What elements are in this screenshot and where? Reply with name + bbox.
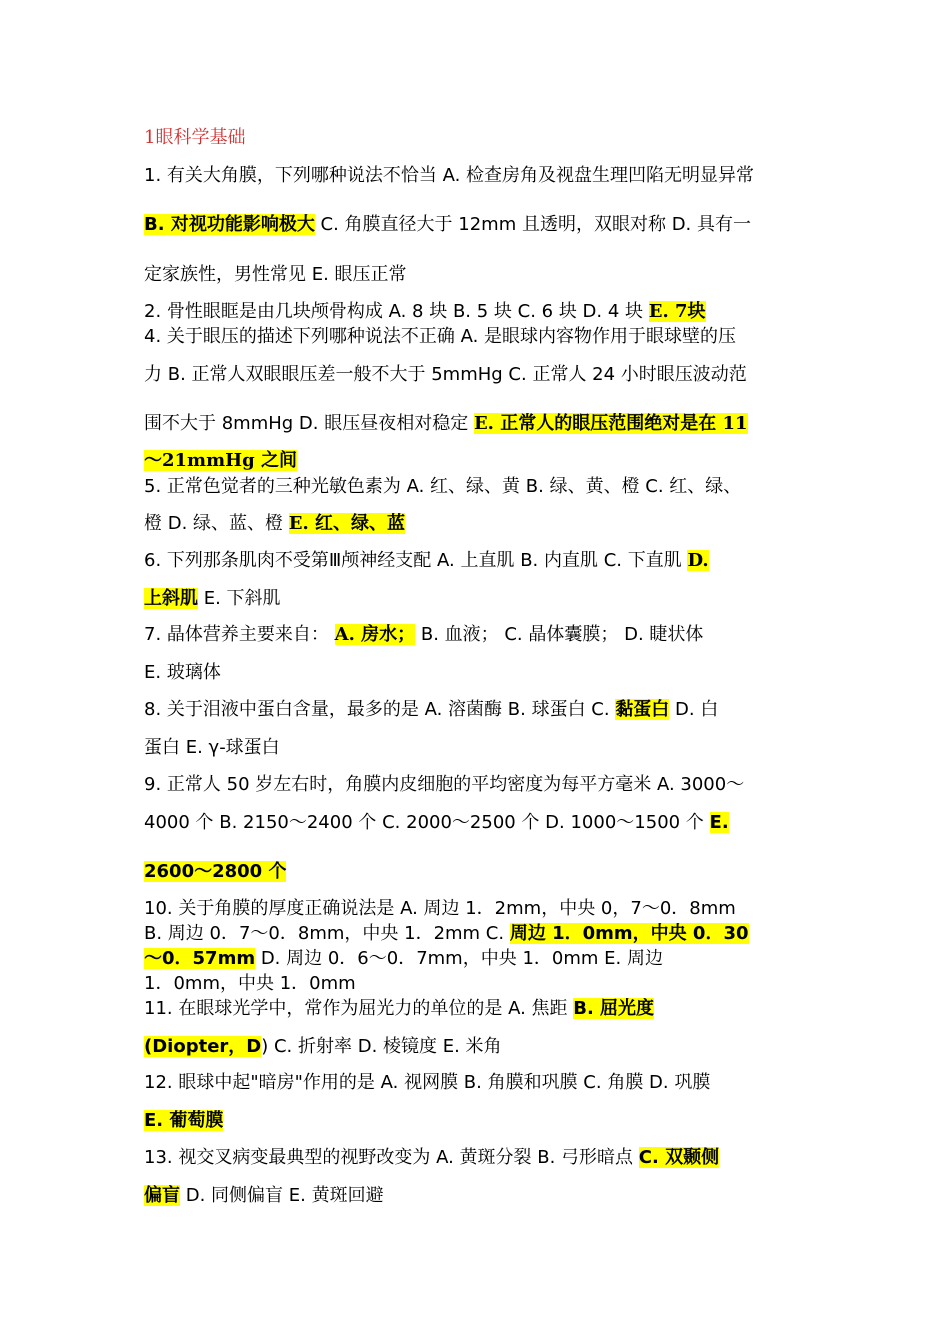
question-4: 4. 关于眼压的描述下列哪种说法不正确 A. 是眼球内容物作用于眼球壁的压 [144, 326, 737, 347]
q6-answer-cont: 上斜肌 [144, 588, 198, 609]
q4-answer: E. 正常人的眼压范围绝对是在 11 [473, 413, 748, 434]
question-12: 12. 眼球中起"暗房"作用的是 A. 视网膜 B. 角膜和巩膜 C. 角膜 D. 巩膜 [144, 1072, 711, 1093]
question-13-line-2: 偏盲 D. 同侧偏盲 E. 黄斑回避 [144, 1185, 384, 1206]
q2-answer: E. 7块 [648, 301, 706, 322]
question-10-line-4: 1．0mm，中央 1．0mm [144, 973, 356, 994]
q10-answer: 周边 1．0mm，中央 0．30 [509, 923, 749, 944]
q10-answer-cont: ～0．57mm [144, 948, 256, 969]
question-13: 13. 视交叉病变最典型的视野改变为 A. 黄斑分裂 B. 弓形暗点 C. 双颞侧 [144, 1147, 720, 1168]
q11-answer-cont: (Diopter，D [144, 1036, 262, 1057]
question-1-line-3: 定家族性，男性常见 E. 眼压正常 [144, 264, 407, 285]
question-5: 5. 正常色觉者的三种光敏色素为 A. 红、绿、黄 B. 绿、黄、橙 C. 红、绿、 [144, 476, 742, 497]
q7-answer: A. 房水； [334, 624, 416, 645]
question-4-line-2: 力 B. 正常人双眼眼压差一般不大于 5mmHg C. 正常人 24 小时眼压波动范 [144, 364, 747, 385]
question-5-line-2: 橙 D. 绿、蓝、橙 E. 红、绿、蓝 [144, 513, 406, 534]
question-4-line-4 [144, 448, 812, 473]
q9-answer-cont: 2600～2800 个 [144, 861, 287, 882]
q9-answer: E. [709, 812, 729, 833]
q8-answer: 黏蛋白 [615, 699, 670, 720]
question-9: 9. 正常人 50 岁左右时，角膜内皮细胞的平均密度为每平方毫米 A. 3000～ [144, 774, 745, 795]
q5-answer: E. 红、绿、蓝 [288, 513, 406, 534]
question-10-line-2: B. 周边 0．7～0．8mm，中央 1．2mm C. 周边 1．0mm，中央 0．30 [144, 923, 749, 944]
question-12-line-2 [144, 1108, 812, 1133]
q1-answer: B. 对视功能影响极大 [144, 214, 315, 235]
q11-answer: B. 屈光度 [573, 998, 655, 1019]
q1-line-1: 1. 有关大角膜，下列哪种说法不恰当 A. 检查房角及视盘生理凹陷无明显异常 [144, 165, 755, 186]
section-title: 1眼科学基础 [144, 127, 246, 148]
question-8: 8. 关于泪液中蛋白含量，最多的是 A. 溶菌酶 B. 球蛋白 C. 黏蛋白 D. 白 [144, 699, 719, 720]
question-10: 10. 关于角膜的厚度正确说法是 A. 周边 1．2mm，中央 0，7～0．8mm [144, 898, 736, 919]
question-1-line-2: B. 对视功能影响极大 C. 角膜直径大于 12mm 且透明，双眼对称 D. 具有一 [144, 214, 752, 235]
question-2: 2. 骨性眼眶是由几块颅骨构成 A. 8 块 B. 5 块 C. 6 块 D. 4 块 E. 7块 [144, 301, 706, 322]
q4-answer-cont: ～21mmHg 之间 [144, 450, 297, 471]
question-1 [144, 163, 812, 188]
question-4-line-3: 围不大于 8mmHg D. 眼压昼夜相对稳定 E. 正常人的眼压范围绝对是在 11 [144, 413, 748, 434]
q13-answer: C. 双颞侧 [638, 1147, 720, 1168]
question-6: 6. 下列那条肌肉不受第Ⅲ颅神经支配 A. 上直肌 B. 内直肌 C. 下直肌 D. [144, 550, 709, 571]
q12-answer: E. 葡萄膜 [144, 1110, 224, 1131]
question-11: 11. 在眼球光学中，常作为屈光力的单位的是 A. 焦距 B. 屈光度 [144, 998, 655, 1019]
q13-answer-cont: 偏盲 [144, 1185, 180, 1206]
q6-answer: D. [687, 550, 709, 571]
question-11-line-2: (Diopter，D) C. 折射率 D. 棱镜度 E. 米角 [144, 1036, 502, 1057]
question-7-line-2: E. 玻璃体 [144, 662, 221, 683]
question-9-line-3 [144, 859, 812, 884]
question-10-line-3: ～0．57mm D. 周边 0．6～0．7mm，中央 1．0mm E. 周边 [144, 948, 663, 969]
question-9-line-2: 4000 个 B. 2150～2400 个 C. 2000～2500 个 D. 1000～1500 个 E. [144, 812, 729, 833]
question-8-line-2: 蛋白 E. γ-球蛋白 [144, 737, 280, 758]
question-7: 7. 晶体营养主要来自： A. 房水； B. 血液； C. 晶体囊膜； D. 睫状体 [144, 624, 704, 645]
question-6-line-2: 上斜肌 E. 下斜肌 [144, 588, 281, 609]
